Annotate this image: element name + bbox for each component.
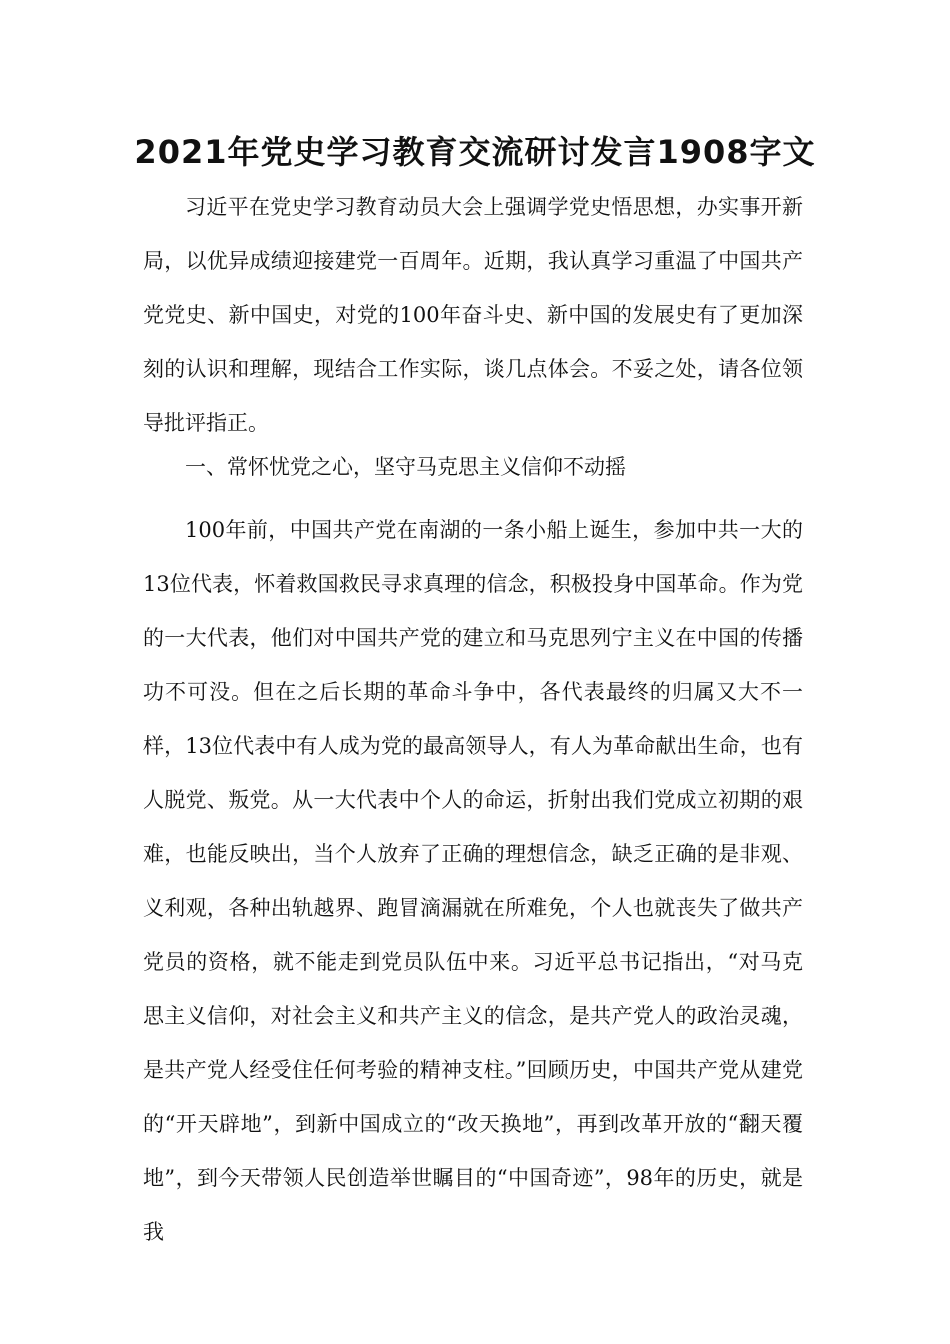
section-1-paragraph: 100年前，中国共产党在南湖的一条小船上诞生，参加中共一大的13位代表，怀着救国救民寻求真理的信念，积极投身中国革命。作为党的一大代表，他们对中国共产党的建立和马克思列宁主义在中国的传播功不可没。但在之后长期的革命斗争中，各代表最终的归属又大不一样，13位代表中有人成为党的最高领导人，有人为革命献出生命，也有人脱党、叛党。从一大代表中个人的命运，折射出我们党成立初期的艰难，也能反映出，当个人放弃了正确的理想信念，缺乏正确的是非观、义利观，各种出轨越界、跑冒滴漏就在所难免，个人也就丧失了做共产党员的资格，就不能走到党员队伍中来。习近平总书记指出，“对马克思主义信仰，对社会主义和共产主义的信念，是共产党人的政治灵魂，是共产党人经受住任何考验的精神支柱。”回顾历史，中国共产党从建党的“开天辟地”，到新中国成立的“改天换地”，再到改革开放的“翻天覆地”，到今天带领人民创造举世瞩目的“中国奇迹”，98年的历史，就是我 (143, 518, 803, 1244)
section-1-heading: 一、常怀忧党之心，坚守马克思主义信仰不动摇 (185, 455, 626, 479)
intro-paragraph: 习近平在党史学习教育动员大会上强调学党史悟思想，办实事开新局，以优异成绩迎接建党一百周年。近期，我认真学习重温了中国共产党党史、新中国史，对党的100年奋斗史、新中国的发展史有了更加深刻的认识和理解，现结合工作实际，谈几点体会。不妥之处，请各位领导批评指正。 (143, 195, 803, 435)
section-1-heading-block (143, 440, 803, 494)
intro-section (143, 180, 803, 450)
document-title: 2021年党史学习教育交流研讨发言1908字文 (134, 133, 816, 171)
section-1-body (143, 503, 803, 1259)
